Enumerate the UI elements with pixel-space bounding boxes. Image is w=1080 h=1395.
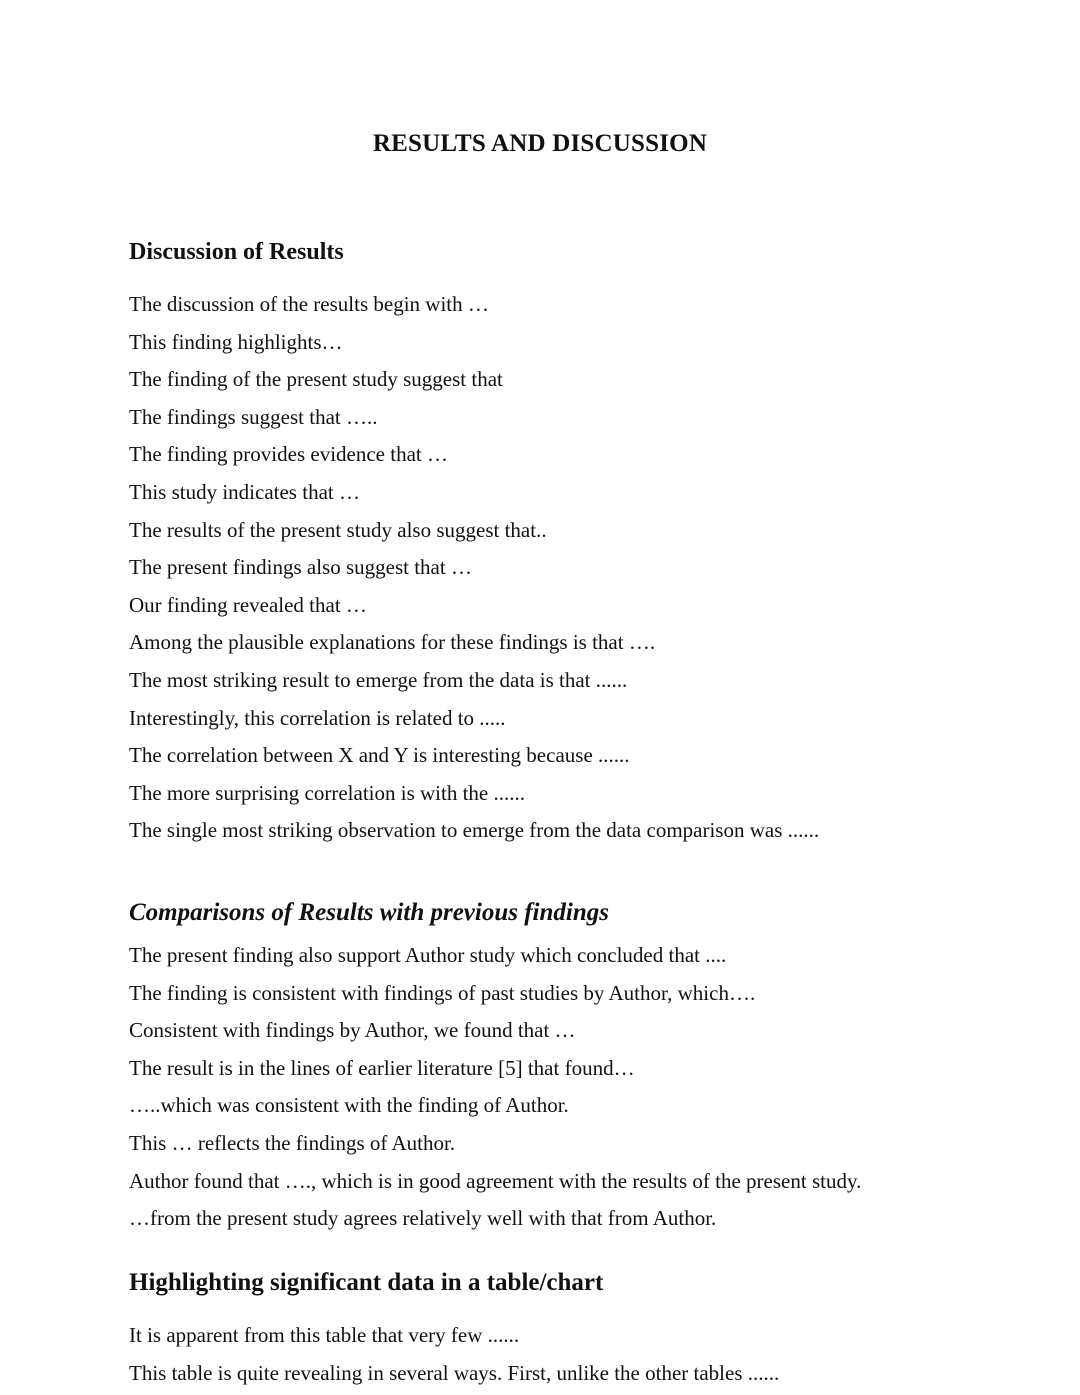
phrase-line: The finding of the present study suggest that bbox=[129, 367, 503, 392]
phrase-line: …..which was consistent with the finding of Author. bbox=[129, 1093, 569, 1118]
phrase-line: This table is quite revealing in several ways. First, unlike the other tables ...... bbox=[129, 1360, 780, 1385]
phrase-line: Our finding revealed that … bbox=[129, 592, 367, 617]
phrase-list bbox=[129, 1317, 1029, 1392]
phrase-line: The correlation between X and Y is interesting because ...... bbox=[129, 743, 630, 768]
phrase-line: The findings suggest that ….. bbox=[129, 404, 378, 429]
phrase-line: It is apparent from this table that very few ...... bbox=[129, 1323, 520, 1347]
phrase-line: The present findings also suggest that … bbox=[129, 555, 472, 580]
phrase-line: The results of the present study also suggest that.. bbox=[129, 517, 547, 542]
section-heading: Comparisons of Results with previous findings bbox=[129, 899, 609, 926]
phrase-line: The result is in the lines of earlier literature [5] that found… bbox=[129, 1055, 635, 1080]
phrase-line: Consistent with findings by Author, we found that … bbox=[129, 1018, 576, 1043]
phrase-line: This finding highlights… bbox=[129, 329, 343, 354]
phrase-line: The finding provides evidence that … bbox=[129, 442, 448, 467]
phrase-line: The single most striking observation to emerge from the data comparison was ...... bbox=[129, 818, 820, 843]
section-comparisons-with-previous-findings bbox=[129, 897, 1029, 1238]
phrase-line: …from the present study agrees relatively well with that from Author. bbox=[129, 1206, 717, 1231]
phrase-line: Author found that …., which is in good agreement with the results of the present study. bbox=[129, 1168, 862, 1193]
phrase-line: This study indicates that … bbox=[129, 479, 360, 504]
phrase-line: The finding is consistent with findings of past studies by Author, which…. bbox=[129, 980, 756, 1005]
phrase-line: Interestingly, this correlation is related to ..... bbox=[129, 705, 506, 730]
section-heading: Discussion of Results bbox=[129, 239, 344, 265]
phrase-line: The discussion of the results begin with … bbox=[129, 292, 489, 316]
phrase-line: The most striking result to emerge from the data is that ...... bbox=[129, 667, 628, 692]
phrase-line: The more surprising correlation is with the ...... bbox=[129, 780, 525, 805]
section-highlighting-significant-data bbox=[129, 1267, 1029, 1392]
document-title: RESULTS AND DISCUSSION bbox=[372, 130, 708, 157]
section-discussion-of-results bbox=[129, 236, 1029, 850]
phrase-list bbox=[129, 937, 1029, 1238]
phrase-line: This … reflects the findings of Author. bbox=[129, 1130, 456, 1155]
section-heading: Highlighting significant data in a table/chart bbox=[129, 1269, 604, 1296]
phrase-list bbox=[129, 286, 1029, 850]
phrase-line: Among the plausible explanations for these findings is that …. bbox=[129, 630, 656, 655]
phrase-line: The present finding also support Author study which concluded that .... bbox=[129, 943, 727, 967]
